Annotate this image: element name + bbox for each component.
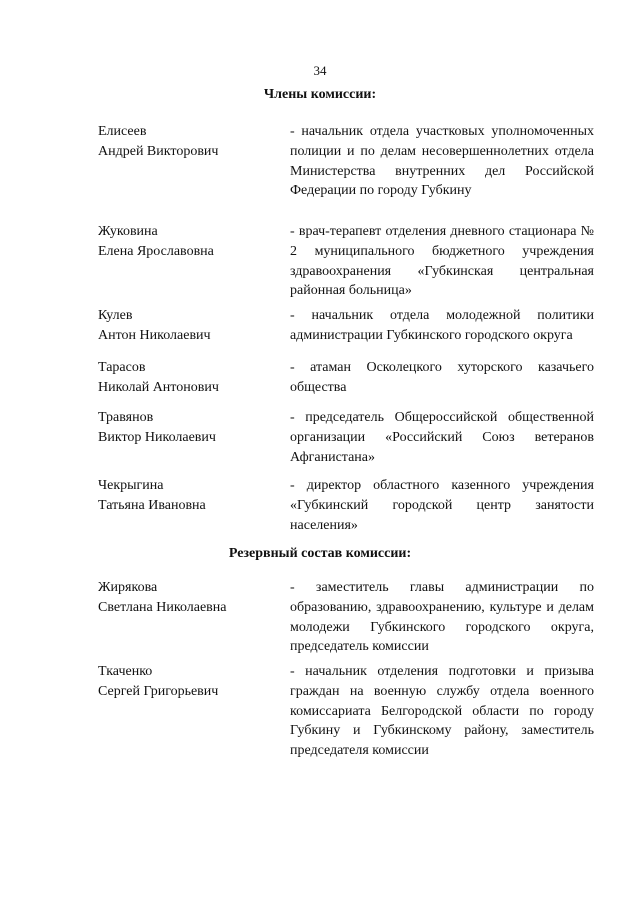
reserve-surname: Ткаченко [98,664,153,679]
member-given-names: Татьяна Ивановна [98,498,206,513]
member-name [98,476,290,535]
member-surname: Кулев [98,308,133,323]
reserve-section-title: Резервный состав комиссии: [228,546,412,561]
member-surname: Жуковина [98,224,158,239]
member-given-names: Андрей Викторович [98,144,219,159]
reserve-role: - начальник отделения подготовки и призыва граждан на военную службу отдела военного комиссариата Белгородской области по городу Губкину и Губкинскому району, заместитель председателя комиссии [290,664,594,759]
member-entry [98,408,596,467]
page-number: 34 [313,63,327,78]
member-name [98,306,290,346]
member-role: - начальник отдела молодежной политики администрации Губкинского городского округа [290,308,594,343]
member-name [98,358,290,398]
member-role: - атаман Осколецкого хуторского казачьего общества [290,360,594,395]
member-name [98,408,290,467]
member-surname: Чекрыгина [98,478,164,493]
member-entry [98,476,596,535]
member-name [98,122,290,201]
member-role: - директор областного казенного учреждения «Губкинский городской центр занятости населения» [290,478,594,533]
reserve-name [98,662,290,761]
member-entry [98,306,596,346]
reserve-given-names: Сергей Григорьевич [98,684,219,699]
member-given-names: Антон Николаевич [98,328,211,343]
reserve-entry [98,662,596,761]
member-surname: Травянов [98,410,154,425]
reserve-entry [98,578,596,657]
member-entry [98,122,596,201]
member-role: - начальник отдела участковых уполномоченных полиции и по делам несовершеннолетних отдела Министерства внутренних дел Российской Федерации по городу Губкину [290,124,594,199]
members-section-title: Члены комиссии: [263,87,377,102]
member-surname: Елисеев [98,124,147,139]
member-entry [98,222,596,301]
reserve-role: - заместитель главы администрации по образованию, здравоохранению, культуре и делам молодежи Губкинского городского округа, председатель комиссии [290,580,594,655]
member-given-names: Николай Антонович [98,380,219,395]
reserve-given-names: Светлана Николаевна [98,600,227,615]
member-role: - врач-терапевт отделения дневного стационара № 2 муниципального бюджетного учреждения здравоохранения «Губкинская центральная районная больница» [290,224,594,299]
reserve-name [98,578,290,657]
member-entry [98,358,596,398]
member-role: - председатель Общероссийской общественной организации «Российский Союз ветеранов Афганистана» [290,410,594,465]
member-given-names: Виктор Николаевич [98,430,216,445]
reserve-surname: Жирякова [98,580,158,595]
member-name [98,222,290,301]
member-surname: Тарасов [98,360,146,375]
member-given-names: Елена Ярославовна [98,244,214,259]
